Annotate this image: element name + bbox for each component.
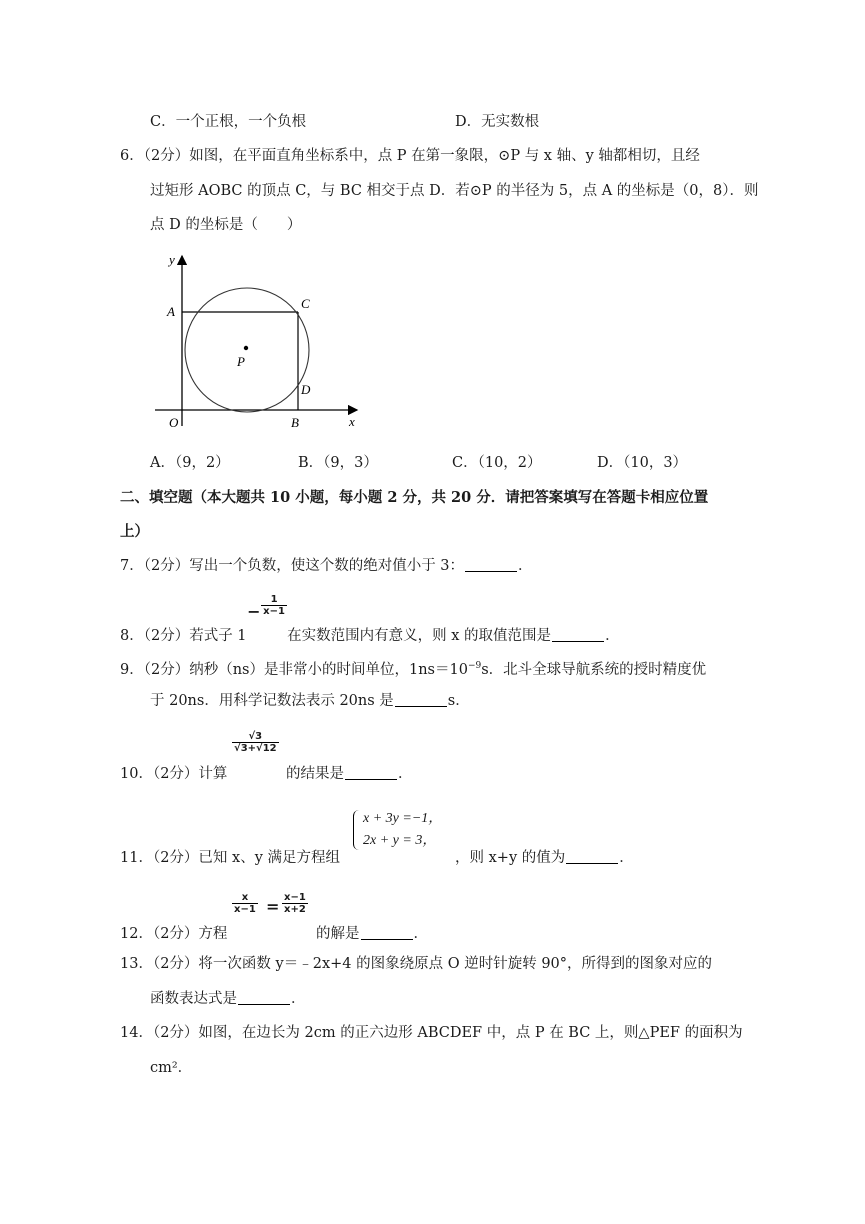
q12-rhs-fraction: [282, 892, 308, 915]
label-a: A: [167, 304, 175, 319]
q14-line2: cm²．: [150, 1060, 193, 1076]
q8-end: ．: [605, 628, 620, 644]
q8-pre: 8．（2分）若式子 1: [120, 628, 247, 644]
q8-frac-minus: −: [247, 602, 261, 621]
q6-option-a: A．（9，2）: [150, 455, 230, 471]
q6-option-c: C．（10，2）: [452, 455, 542, 471]
circle-p: [185, 288, 309, 412]
q11-brace: [353, 810, 362, 850]
q12-rhs-num: x−1: [284, 892, 306, 903]
q9-line2: [150, 691, 470, 711]
q9-answer-blank[interactable]: [395, 692, 447, 707]
q7-text: 7．（2分）写出一个负数，使这个数的绝对值小于 3：: [120, 558, 465, 574]
q13-answer-blank[interactable]: [238, 990, 290, 1005]
q11-pre: 11．（2分）已知 x、y 满足方程组: [120, 850, 341, 866]
q10-pre: 10．（2分）计算: [120, 766, 228, 782]
label-x: x: [349, 414, 355, 429]
q12-equals: =: [266, 897, 280, 916]
q12-lhs-den: x−1: [234, 904, 256, 915]
section2-heading-line1: 二、填空题（本大题共 10 小题，每小题 2 分，共 20 分．请把答案填写在答题卡相应位置: [120, 489, 709, 506]
q12-pre: 12．（2分）方程: [120, 926, 228, 942]
q10-frac-num: √3: [232, 731, 279, 743]
q10-post: 的结果是: [286, 766, 345, 782]
q11-eq2: 2x + y = 3，: [363, 833, 437, 848]
q6-text-line2: 过矩形 AOBC 的顶点 C，与 BC 相交于点 D．若⊙P 的半径为 5，点 A 的坐标是（0，8）．则: [150, 183, 759, 199]
q8-frac-num: 1: [261, 594, 287, 606]
q7: [120, 556, 533, 576]
q12-end: ．: [413, 926, 429, 942]
q9-line1: [120, 656, 706, 680]
q11-eq1: x + 3y =−1，: [363, 811, 443, 826]
q5-option-d: D．无实数根: [455, 114, 540, 130]
q6-figure: [145, 248, 375, 438]
q10-end: ．: [398, 766, 413, 782]
label-c: C: [301, 296, 310, 311]
q13-line1: 13．（2分）将一次函数 y＝﹣2x+4 的图象绕原点 O 逆时针旋转 90°，所得到的图象对应的: [120, 956, 713, 972]
q7-answer-blank[interactable]: [465, 557, 517, 572]
q7-end: ．: [518, 558, 533, 574]
q11: [120, 848, 634, 868]
q10-fraction: [232, 731, 279, 754]
q14-line1: 14．（2分）如图，在边长为 2cm 的正六边形 ABCDEF 中，点 P 在 BC 上，则△PEF 的面积为: [120, 1025, 743, 1041]
q6-text-line3: 点 D 的坐标是（ ）: [150, 217, 302, 233]
label-y: y: [169, 252, 175, 267]
q12-lhs-num: x: [232, 892, 258, 904]
q8-frac-den: x−1: [263, 606, 285, 617]
q8: [120, 594, 620, 646]
q10-answer-blank[interactable]: [345, 765, 397, 780]
label-d: D: [301, 382, 311, 397]
q8-answer-blank[interactable]: [552, 627, 604, 642]
q9-exponent: −9: [467, 661, 482, 671]
q11-equation-system: [353, 808, 442, 852]
q9-line1-post: s．北斗全球导航系统的授时精度优: [481, 662, 707, 678]
q10: [120, 731, 413, 784]
q11-answer-blank[interactable]: [566, 849, 618, 864]
q13-end: ．: [291, 991, 306, 1007]
q11-end: ．: [619, 850, 634, 866]
q6-option-b: B．（9，3）: [298, 455, 378, 471]
q6-option-d: D．（10，3）: [597, 455, 688, 471]
q8-fraction: [261, 594, 287, 617]
q12-post: 的解是: [316, 926, 360, 942]
label-o: O: [169, 415, 179, 430]
q6-text-line1: 6．（2分）如图，在平面直角坐标系中，点 P 在第一象限，⊙P 与 x 轴、y 轴都相切，且经: [120, 148, 700, 164]
section2-heading-line2: 上）: [120, 523, 149, 540]
q9-line2-pre: 于 20ns．用科学记数法表示 20ns 是: [150, 693, 394, 709]
q9-line2-end: s．: [447, 693, 470, 709]
label-b: B: [291, 415, 299, 430]
q13-line2-text: 函数表达式是: [150, 991, 237, 1007]
q13-line2: [150, 989, 306, 1009]
q11-post: ，则 x+y 的值为: [455, 850, 566, 866]
q12-answer-blank[interactable]: [361, 925, 413, 940]
q12: [120, 892, 429, 944]
q5-option-c: C．一个正根，一个负根: [150, 114, 307, 130]
label-p: P: [237, 354, 245, 369]
q12-rhs-den: x+2: [284, 904, 306, 915]
q10-frac-den: √3+√12: [234, 743, 277, 754]
q12-lhs-fraction: [232, 892, 258, 915]
center-point-p: [244, 346, 248, 350]
q8-post: 在实数范围内有意义，则 x 的取值范围是: [287, 628, 552, 644]
q9-line1-pre: 9．（2分）纳秒（ns）是非常小的时间单位，1ns＝10: [120, 662, 468, 678]
